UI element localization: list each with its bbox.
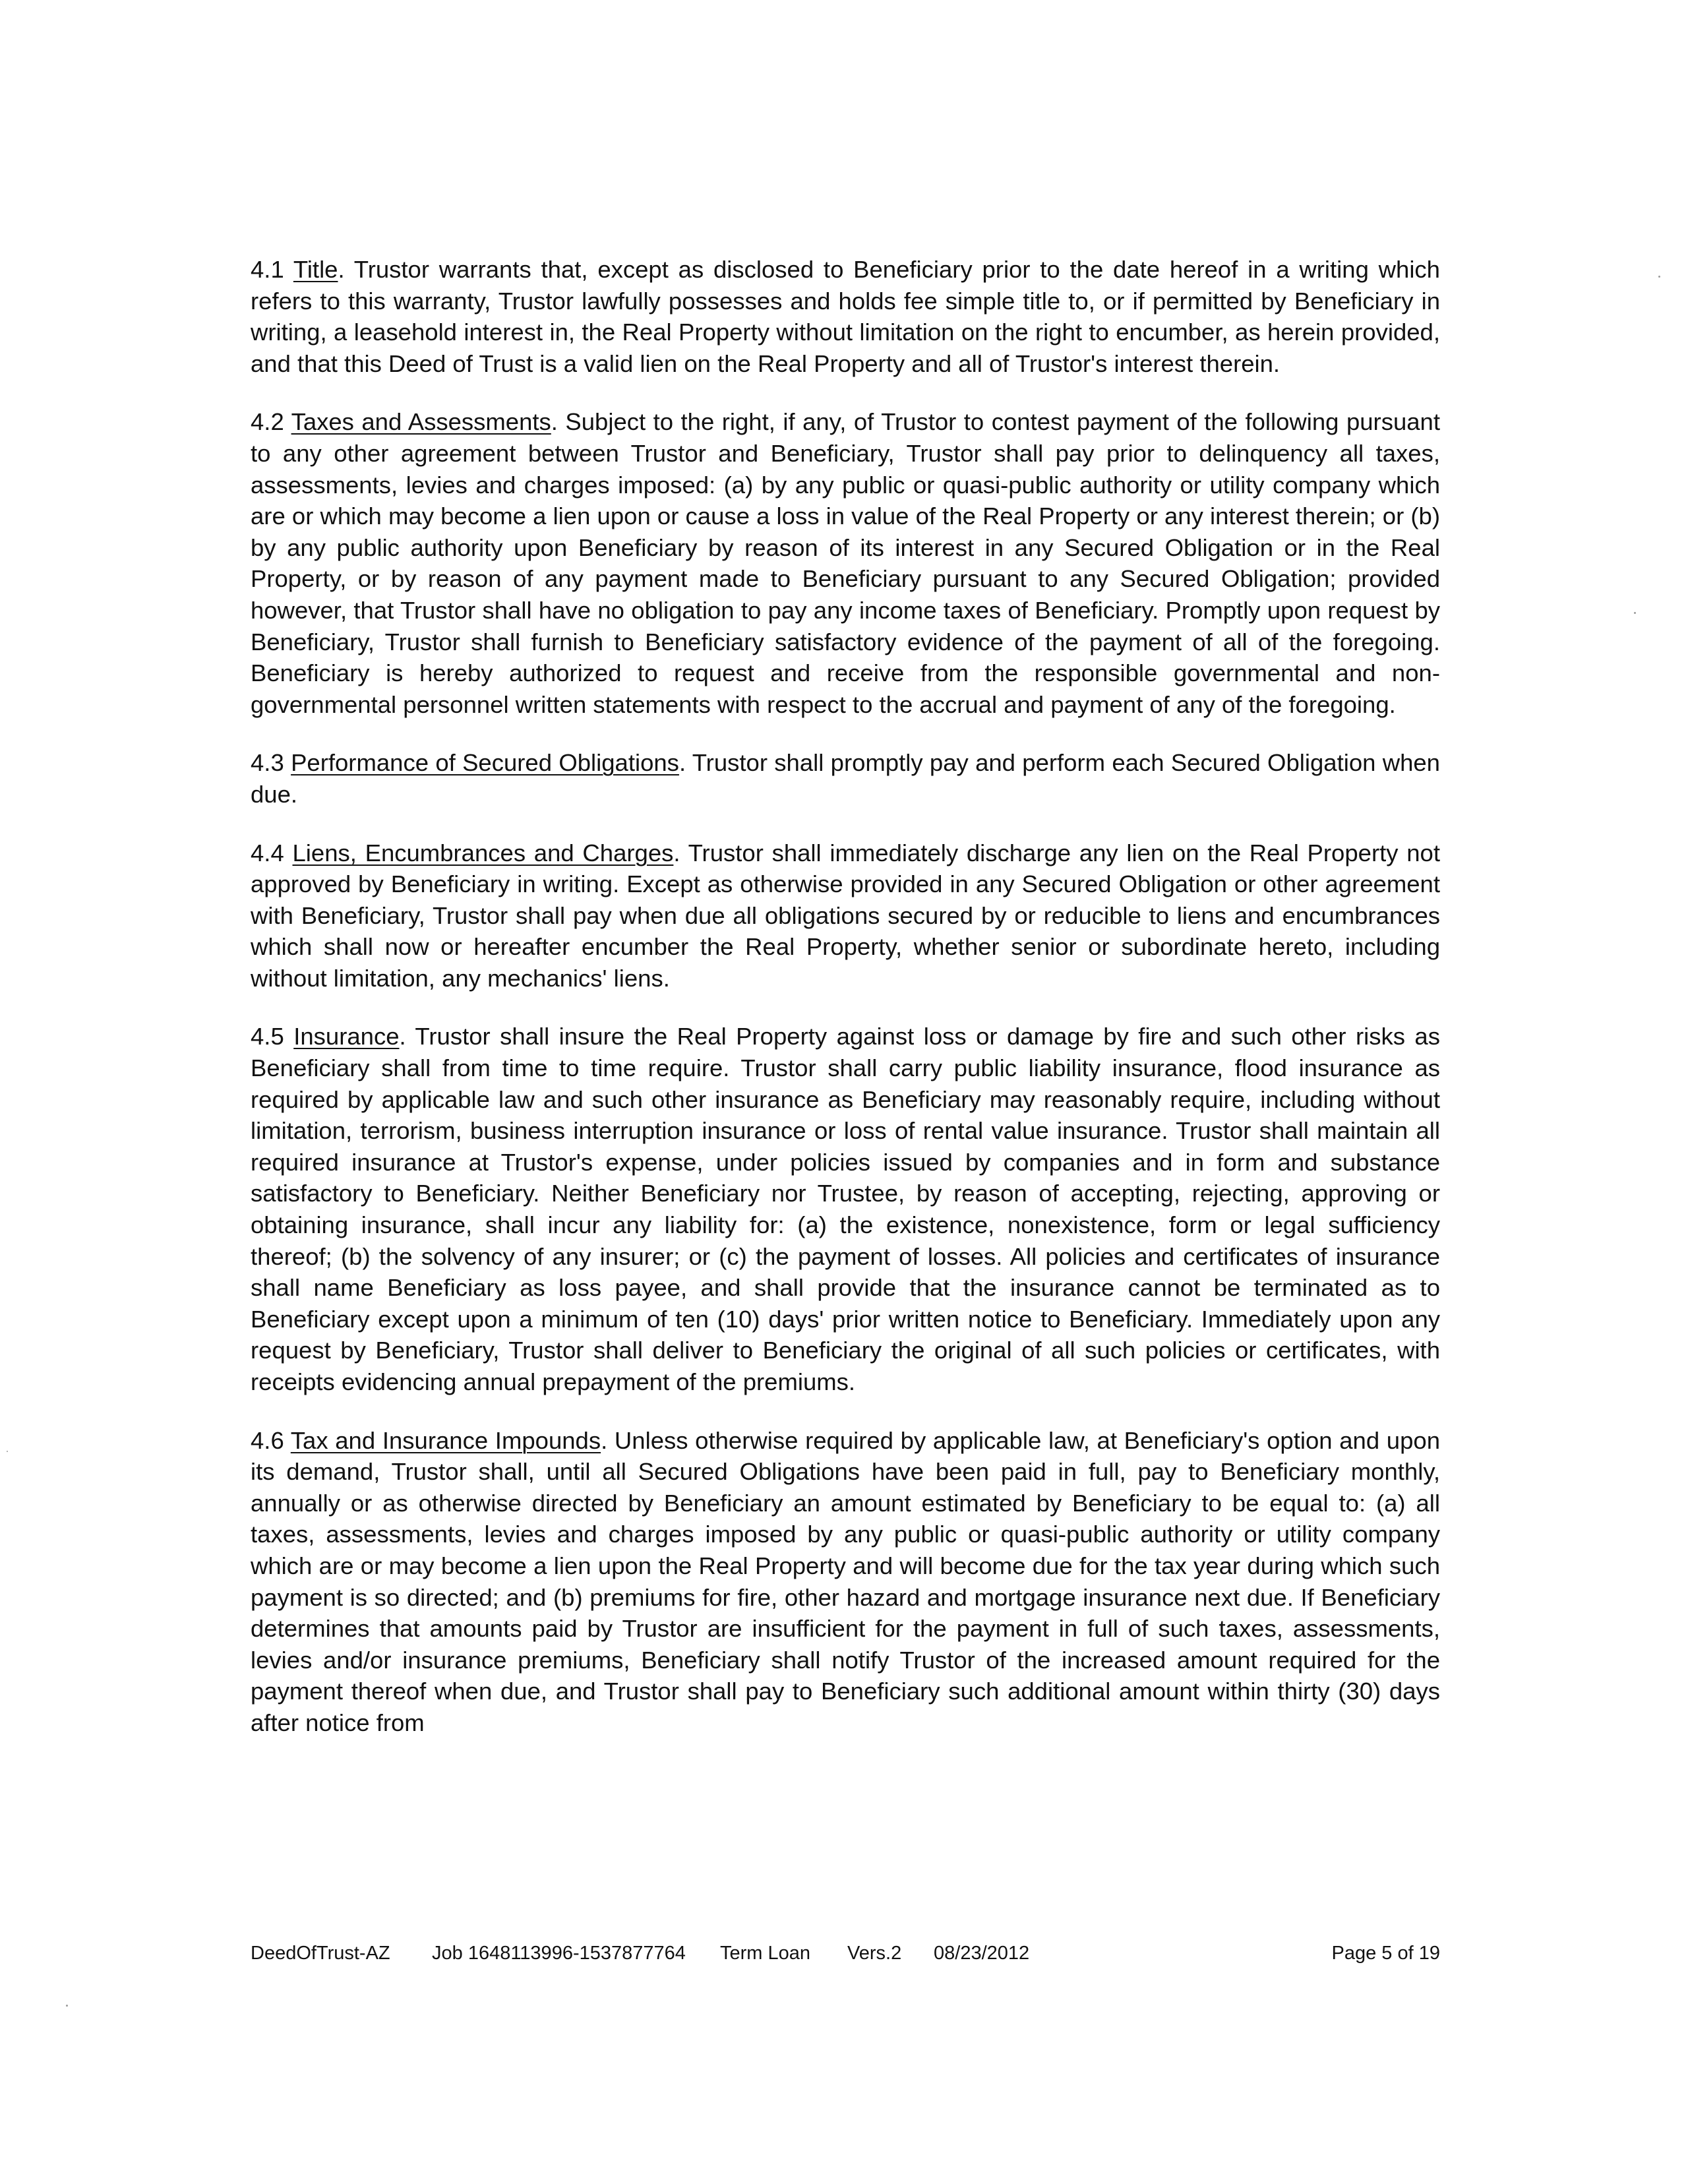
section-number: 4.4	[251, 839, 284, 866]
section-text: . Trustor shall immediately discharge any lien on the Real Property not approved by Beneficiary in writing. Except as otherwise provided in any Secured Obligation or other agreement with Beneficiary, Trustor shall pay when due all obligations secured by or reducible to liens and encumbrances which shall now or hereafter encumber the Real Property, whether senior or subordinate hereto, including without limitation, any mechanics' liens.	[251, 839, 1440, 992]
section-number: 4.6	[251, 1426, 284, 1454]
scan-speck	[1658, 276, 1660, 278]
scan-speck	[7, 1451, 8, 1452]
section-heading: Tax and Insurance Impounds	[290, 1426, 601, 1454]
section-heading: Insurance	[293, 1023, 400, 1050]
section-4-6	[251, 1425, 1440, 1739]
scan-speck	[66, 2005, 68, 2007]
section-number: 4.2	[251, 408, 284, 436]
scan-speck	[1634, 612, 1636, 614]
section-heading: Title	[293, 256, 338, 283]
section-text: . Trustor shall insure the Real Property against loss or damage by fire and such other risks as Beneficiary shall from time to time require. Trustor shall carry public liability insurance, flood insurance as required by applicable law and such other insurance as Beneficiary may reasonably require, including without limitation, terrorism, business interruption insurance or loss of rental value insurance. Trustor shall maintain all required insurance at Trustor's expense, under policies issued by companies and in form and substance satisfactory to Beneficiary. Neither Beneficiary nor Trustee, by reason of accepting, rejecting, approving or obtaining insurance, shall incur any liability for: (a) the existence, nonexistence, form or legal sufficiency thereof; (b) the solvency of any insurer; or (c) the payment of losses. All policies and certificates of insurance shall name Beneficiary as loss payee, and shall provide that the insurance cannot be terminated as to Beneficiary except upon a minimum of ten (10) days' prior written notice to Beneficiary. Immediately upon any request by Beneficiary, Trustor shall deliver to Beneficiary the original of all such policies or certificates, with receipts evidencing annual prepayment of the premiums.	[251, 1023, 1440, 1395]
section-number: 4.1	[251, 256, 284, 283]
footer-job-number: Job 1648113996-1537877764	[432, 1943, 686, 1964]
footer-doc-name: DeedOfTrust-AZ	[251, 1943, 390, 1964]
section-text: . Trustor warrants that, except as disclosed to Beneficiary prior to the date hereof in a writing which refers to this warranty, Trustor lawfully possesses and holds fee simple title to, or if permitted by Beneficiary in writing, a leasehold interest in, the Real Property without limitation on the right to encumber, as herein provided, and that this Deed of Trust is a valid lien on the Real Property and all of Trustor's interest therein.	[251, 256, 1440, 377]
footer-loan-type: Term Loan	[720, 1943, 811, 1964]
section-text: . Trustor shall promptly pay and perform each Secured Obligation when due.	[251, 749, 1440, 808]
section-4-1	[251, 254, 1440, 379]
page-footer	[251, 1940, 1440, 1966]
section-number: 4.5	[251, 1023, 284, 1050]
section-text: . Unless otherwise required by applicable law, at Beneficiary's option and upon its demand, Trustor shall, until all Secured Obligations have been paid in full, pay to Beneficiary monthly, annually or as otherwise directed by Beneficiary an amount estimated by Beneficiary to be equal to: (a) all taxes, assessments, levies and charges imposed by any public or quasi-public authority or utility company which are or may become a lien upon the Real Property and will become due for the tax year during which such payment is so directed; and (b) premiums for fire, other hazard and mortgage insurance next due. If Beneficiary determines that amounts paid by Trustor are insufficient for the payment in full of such taxes, assessments, levies and/or insurance premiums, Beneficiary shall notify Trustor of the increased amount required for the payment thereof when due, and Trustor shall pay to Beneficiary such additional amount within thirty (30) days after notice from	[251, 1426, 1441, 1736]
section-heading: Performance of Secured Obligations	[291, 749, 679, 777]
section-4-5	[251, 1021, 1440, 1397]
document-body	[251, 254, 1440, 1766]
footer-version: Vers.2	[847, 1943, 902, 1964]
section-4-2	[251, 406, 1440, 720]
footer-page-number: Page 5 of 19	[1331, 1943, 1440, 1964]
section-heading: Liens, Encumbrances and Charges	[292, 839, 674, 866]
section-4-4	[251, 837, 1440, 994]
section-number: 4.3	[251, 749, 284, 777]
section-4-3	[251, 747, 1440, 810]
section-text: . Subject to the right, if any, of Trustor to contest payment of the following pursuant to any other agreement between Trustor and Beneficiary, Trustor shall pay prior to delinquency all taxes, assessments, levies and charges imposed: (a) by any public or quasi-public authority or utility company which are or which may become a lien upon or cause a loss in value of the Real Property or any interest therein; or (b) by any public authority upon Beneficiary by reason of its interest in any Secured Obligation or in the Real Property, or by reason of any payment made to Beneficiary pursuant to any Secured Obligation; provided however, that Trustor shall have no obligation to pay any income taxes of Beneficiary. Promptly upon request by Beneficiary, Trustor shall furnish to Beneficiary satisfactory evidence of the payment of all of the foregoing. Beneficiary is hereby authorized to request and receive from the responsible governmental and non-governmental personnel written statements with respect to the accrual and payment of any of the foregoing.	[251, 408, 1440, 718]
footer-date: 08/23/2012	[934, 1943, 1030, 1964]
section-heading: Taxes and Assessments	[291, 408, 551, 436]
